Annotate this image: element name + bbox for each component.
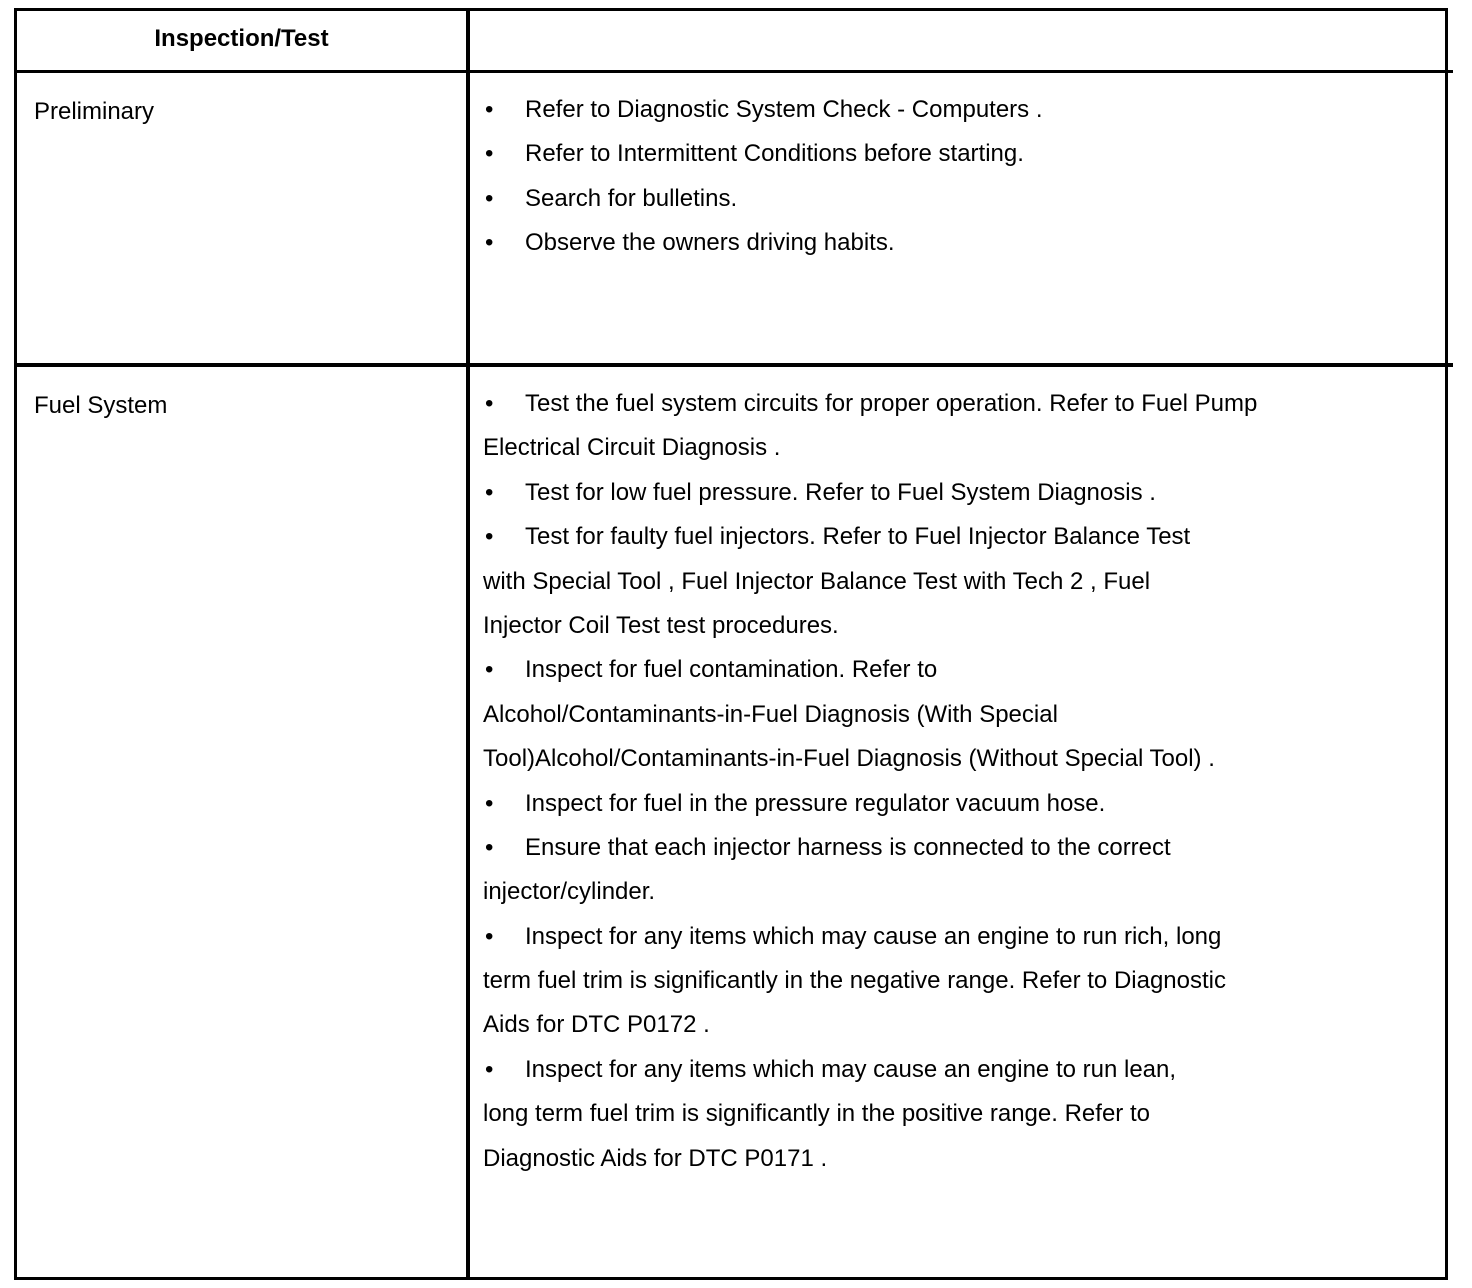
step-text: Tool)Alcohol/Contaminants-in-Fuel Diagnosis (Without Special Tool) . [483,745,1215,773]
step-line [483,611,1435,658]
bullet-icon: • [485,523,494,551]
step-line [483,1013,1435,1057]
step-line [483,833,1435,880]
step-text: Alcohol/Contaminants-in-Fuel Diagnosis (With Special [483,700,1058,728]
step-line [483,231,1435,275]
step-line [483,658,1435,702]
step-text: Inspect for any items which may cause an engine to run rich, long [525,922,1222,950]
bullet-icon: • [485,656,494,684]
step-line [483,700,1435,747]
step-text: Inspect for fuel contamination. Refer to [525,656,938,684]
step-text: Refer to Diagnostic System Check - Computers . [525,96,1043,123]
step-text: Observe the owners driving habits. [525,229,895,257]
inspection-table [14,8,1448,1280]
fuel-system-steps [483,392,1435,1191]
bullet-icon: • [485,229,494,257]
step-line [483,880,1435,924]
bullet-icon: • [485,922,494,950]
step-text: Refer to Intermittent Conditions before starting. [525,140,1024,168]
step-line [483,969,1435,1013]
step-line [483,478,1435,525]
bullet-icon: • [485,1055,494,1083]
step-line [483,525,1435,569]
step-line [483,567,1435,614]
step-text: Aids for DTC P0172 . [483,1011,710,1039]
bullet-icon: • [485,478,494,506]
bullet-icon: • [485,184,494,212]
step-line [483,392,1435,436]
header-divider [17,70,1453,73]
step-text: Inspect for any items which may cause an engine to run lean, [525,1055,1177,1083]
step-text: Search for bulletins. [525,184,738,212]
row-label-fuel-system: Fuel System [34,392,168,419]
step-text: Ensure that each injector harness is connected to the correct [525,833,1171,861]
step-line [483,98,1435,142]
bullet-icon: • [485,833,494,861]
step-text: Injector Coil Test test procedures. [483,611,839,639]
step-line [483,747,1435,791]
header-inspection-test: Inspection/Test [154,25,329,52]
step-line [483,436,1435,480]
preliminary-steps [483,98,1435,276]
column-divider [466,11,470,1277]
step-text: Test for low fuel pressure. Refer to Fuel System Diagnosis . [525,478,1156,506]
bullet-icon: • [485,140,494,168]
step-line [483,789,1435,836]
step-line [483,1055,1435,1102]
step-text: Test the fuel system circuits for proper operation. Refer to Fuel Pump [525,390,1258,417]
step-line [483,1144,1435,1191]
bullet-icon: • [485,390,494,417]
step-line [483,184,1435,231]
step-line [483,1102,1435,1146]
step-text: Inspect for fuel in the pressure regulator vacuum hose. [525,789,1106,817]
row-divider [17,363,1453,367]
step-text: long term fuel trim is significantly in the positive range. Refer to [483,1100,1150,1128]
bullet-icon: • [485,96,494,123]
step-text: injector/cylinder. [483,878,656,906]
step-text: Diagnostic Aids for DTC P0171 . [483,1144,828,1172]
step-text: Test for faulty fuel injectors. Refer to Fuel Injector Balance Test [525,523,1191,551]
step-line [483,922,1435,969]
step-line [483,142,1435,186]
step-text: with Special Tool , Fuel Injector Balance Test with Tech 2 , Fuel [483,567,1151,595]
step-text: term fuel trim is significantly in the negative range. Refer to Diagnostic [483,967,1227,995]
bullet-icon: • [485,789,494,817]
row-label-preliminary: Preliminary [34,98,155,125]
step-text: Electrical Circuit Diagnosis . [483,434,781,462]
